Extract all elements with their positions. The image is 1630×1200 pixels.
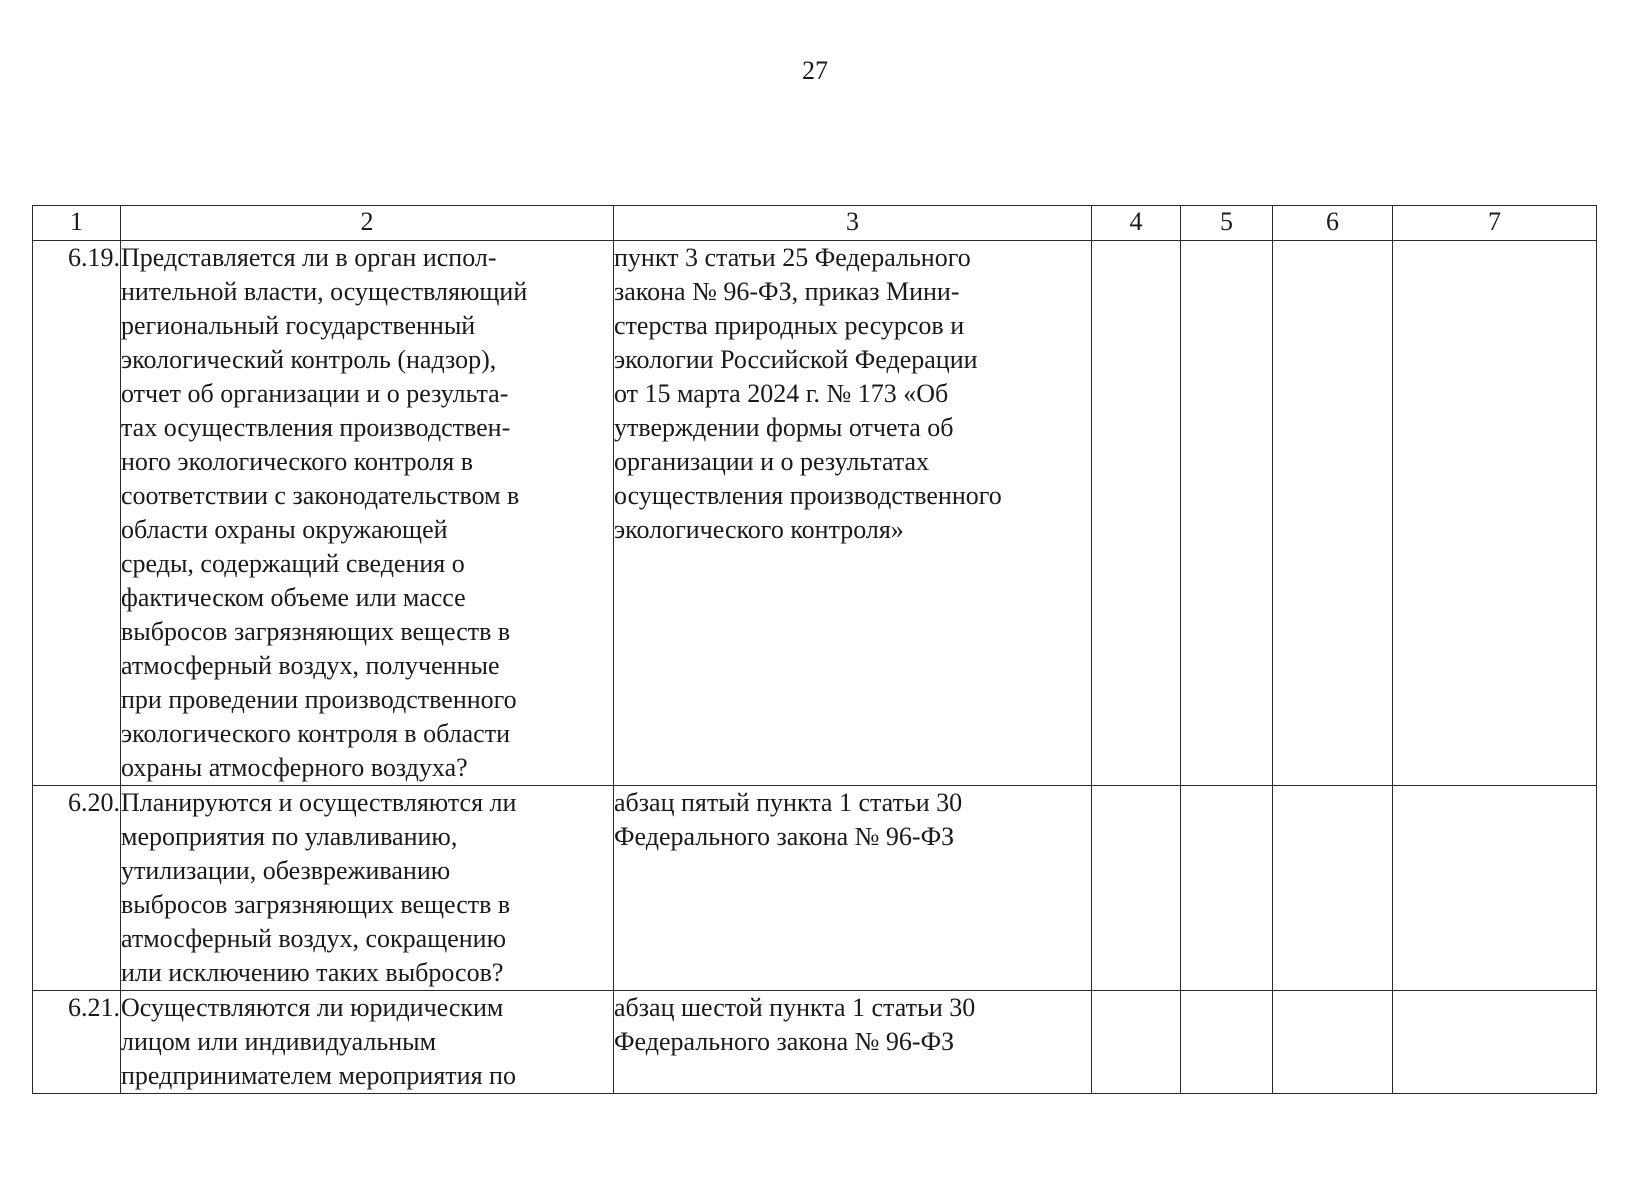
- question-line: среды, содержащий сведения о: [121, 549, 465, 578]
- question-cell: [121, 991, 614, 1094]
- basis-line: пункт 3 статьи 25 Федерального: [614, 243, 971, 272]
- answer-cell: [1092, 991, 1181, 1094]
- column-header: 2: [121, 206, 614, 241]
- question-line: Осуществляются ли юридическим: [121, 993, 504, 1022]
- basis-line: Федерального закона № 96-ФЗ: [614, 822, 955, 851]
- legal-basis-cell: [614, 991, 1092, 1094]
- question-line: нительной власти, осуществляющий: [121, 277, 528, 306]
- question-line: выбросов загрязняющих веществ в: [121, 617, 511, 646]
- header-row: [33, 206, 1597, 241]
- answer-cell: [1092, 241, 1181, 786]
- column-header: 7: [1393, 206, 1597, 241]
- column-header: 5: [1181, 206, 1273, 241]
- item-number: 6.21.: [33, 991, 121, 1094]
- question-line: области охраны окружающей: [121, 515, 448, 544]
- question-line: тах осуществления производствен-: [121, 413, 511, 442]
- question-line: охраны атмосферного воздуха?: [121, 753, 468, 782]
- question-line: выбросов загрязняющих веществ в: [121, 890, 511, 919]
- answer-cell: [1092, 786, 1181, 991]
- answer-cell: [1181, 991, 1273, 1094]
- basis-line: абзац пятый пункта 1 статьи 30: [614, 788, 963, 817]
- basis-line: Федерального закона № 96-ФЗ: [614, 1027, 955, 1056]
- question-cell: [121, 241, 614, 786]
- legal-basis-cell: [614, 241, 1092, 786]
- basis-line: стерства природных ресурсов и: [614, 311, 965, 340]
- question-line: атмосферный воздух, сокращению: [121, 924, 507, 953]
- question-line: лицом или индивидуальным: [121, 1027, 437, 1056]
- question-line: Представляется ли в орган испол-: [121, 243, 497, 272]
- question-line: мероприятия по улавливанию,: [121, 822, 458, 851]
- legal-basis-cell: [614, 786, 1092, 991]
- question-line: Планируются и осуществляются ли: [121, 788, 517, 817]
- item-number: 6.20.: [33, 786, 121, 991]
- page-number: 27: [802, 56, 828, 85]
- answer-cell: [1181, 786, 1273, 991]
- question-line: или исключению таких выбросов?: [121, 958, 504, 987]
- question-line: экологический контроль (надзор),: [121, 345, 497, 374]
- table-row: [33, 991, 1597, 1094]
- column-header: 4: [1092, 206, 1181, 241]
- question-line: экологического контроля в области: [121, 719, 510, 748]
- answer-cell: [1393, 241, 1597, 786]
- basis-line: организации и о результатах: [614, 447, 930, 476]
- basis-line: утверждении формы отчета об: [614, 413, 954, 442]
- basis-line: абзац шестой пункта 1 статьи 30: [614, 993, 976, 1022]
- question-line: фактическом объеме или массе: [121, 583, 466, 612]
- answer-cell: [1273, 991, 1393, 1094]
- column-header: 3: [614, 206, 1092, 241]
- column-header: 1: [33, 206, 121, 241]
- answer-cell: [1393, 991, 1597, 1094]
- answer-cell: [1181, 241, 1273, 786]
- question-line: при проведении производственного: [121, 685, 517, 714]
- basis-line: от 15 марта 2024 г. № 173 «Об: [614, 379, 949, 408]
- question-line: соответствии с законодательством в: [121, 481, 520, 510]
- basis-line: экологии Российской Федерации: [614, 345, 978, 374]
- question-line: ного экологического контроля в: [121, 447, 474, 476]
- question-line: региональный государственный: [121, 311, 476, 340]
- basis-line: экологического контроля»: [614, 515, 904, 544]
- question-cell: [121, 786, 614, 991]
- question-line: предпринимателем мероприятия по: [121, 1061, 516, 1090]
- item-number: 6.19.: [33, 241, 121, 786]
- question-line: атмосферный воздух, полученные: [121, 651, 500, 680]
- column-header: 6: [1273, 206, 1393, 241]
- answer-cell: [1393, 786, 1597, 991]
- question-line: утилизации, обезвреживанию: [121, 856, 451, 885]
- table-row: [33, 241, 1597, 786]
- answer-cell: [1273, 786, 1393, 991]
- basis-line: осуществления производственного: [614, 481, 1002, 510]
- basis-line: закона № 96-ФЗ, приказ Мини-: [614, 277, 960, 306]
- question-line: отчет об организации и о результа-: [121, 379, 509, 408]
- checklist-table: [32, 205, 1597, 1094]
- table-row: [33, 786, 1597, 991]
- answer-cell: [1273, 241, 1393, 786]
